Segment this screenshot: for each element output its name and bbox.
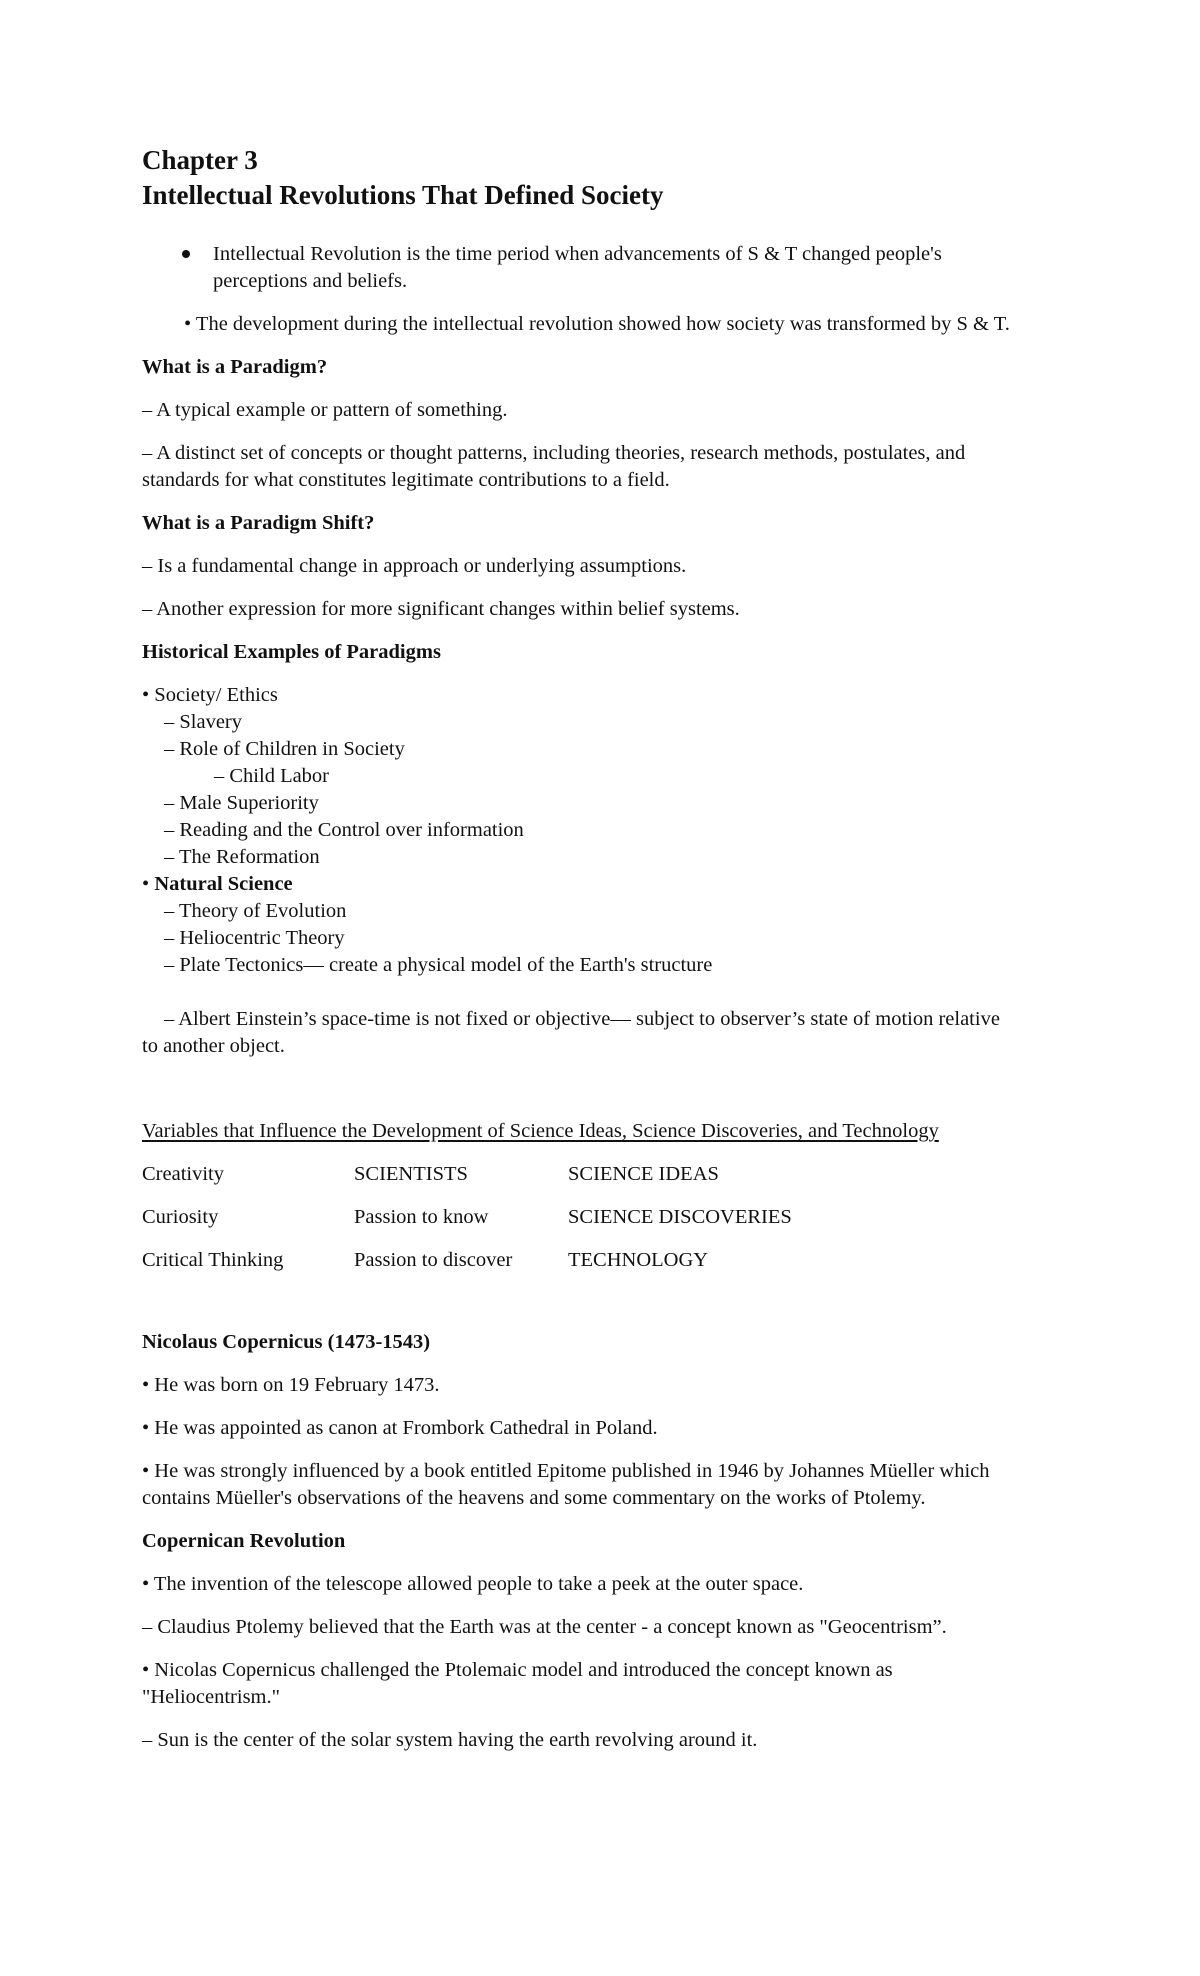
example-evolution: – Theory of Evolution — [164, 900, 347, 922]
intro-bullet-1-line-2: perceptions and beliefs. — [213, 270, 408, 292]
paradigm-shift-heading: What is a Paradigm Shift? — [142, 512, 375, 534]
paradigm-definition-2-line-2: standards for what constitutes legitimate contributions to a field. — [142, 469, 670, 491]
example-plate-tectonics: – Plate Tectonics— create a physical model of the Earth's structure — [164, 954, 713, 976]
table-cell: Critical Thinking — [142, 1249, 284, 1271]
example-reading: – Reading and the Control over information — [164, 819, 524, 841]
example-einstein-line-1: – Albert Einstein’s space-time is not fixed or objective— subject to observer’s state of motion relative — [164, 1008, 1000, 1030]
paradigm-shift-definition-1: – Is a fundamental change in approach or underlying assumptions. — [142, 555, 687, 577]
table-cell: Curiosity — [142, 1206, 219, 1228]
example-einstein-line-2: to another object. — [142, 1035, 285, 1057]
example-society: • Society/ Ethics — [142, 684, 278, 706]
chapter-label: Chapter 3 — [142, 145, 258, 175]
example-heliocentric: – Heliocentric Theory — [164, 927, 345, 949]
paradigm-definition-1: – A typical example or pattern of something. — [142, 399, 508, 421]
table-cell: TECHNOLOGY — [568, 1249, 709, 1271]
table-cell: Creativity — [142, 1163, 224, 1185]
intro-bullet-1-line-1: Intellectual Revolution is the time period when advancements of S & T changed people's — [213, 243, 942, 265]
variables-heading: Variables that Influence the Development of Science Ideas, Science Discoveries, and Technology — [142, 1120, 939, 1142]
revolution-heading: Copernican Revolution — [142, 1530, 346, 1552]
copernicus-heading: Nicolaus Copernicus (1473-1543) — [142, 1331, 431, 1353]
copernicus-born: • He was born on 19 February 1473. — [142, 1374, 440, 1396]
table-cell: Passion to discover — [354, 1249, 513, 1271]
revolution-nicolas-line-2: "Heliocentrism." — [142, 1686, 280, 1708]
example-slavery: – Slavery — [164, 711, 242, 733]
example-male-superiority: – Male Superiority — [164, 792, 319, 814]
table-cell: SCIENTISTS — [354, 1163, 468, 1185]
natural-science-bullet: • — [142, 873, 155, 895]
table-cell: SCIENCE DISCOVERIES — [568, 1206, 792, 1228]
revolution-sun: – Sun is the center of the solar system having the earth revolving around it. — [142, 1729, 758, 1751]
example-children: – Role of Children in Society — [164, 738, 405, 760]
paradigm-shift-definition-2: – Another expression for more significant changes within belief systems. — [142, 598, 740, 620]
example-reformation: – The Reformation — [164, 846, 320, 868]
paradigm-definition-2-line-1: – A distinct set of concepts or thought patterns, including theories, research methods, postulates, and — [142, 442, 966, 464]
example-child-labor: – Child Labor — [214, 765, 330, 787]
examples-heading: Historical Examples of Paradigms — [142, 641, 441, 663]
copernicus-canon: • He was appointed as canon at Frombork Cathedral in Poland. — [142, 1417, 658, 1439]
example-natural-science — [142, 871, 293, 897]
paradigm-heading: What is a Paradigm? — [142, 356, 328, 378]
revolution-telescope: • The invention of the telescope allowed people to take a peek at the outer space. — [142, 1573, 804, 1595]
revolution-nicolas-line-1: • Nicolas Copernicus challenged the Ptolemaic model and introduced the concept known as — [142, 1659, 893, 1681]
revolution-ptolemy: – Claudius Ptolemy believed that the Earth was at the center - a concept known as "Geocentrism”. — [142, 1616, 947, 1638]
copernicus-influence-line-1: • He was strongly influenced by a book entitled Epitome published in 1946 by Johannes Müeller which — [142, 1460, 990, 1482]
chapter-title: Intellectual Revolutions That Defined Society — [142, 180, 664, 210]
table-cell: SCIENCE IDEAS — [568, 1163, 719, 1185]
natural-science-label: Natural Science — [154, 873, 293, 895]
intro-bullet-2: • The development during the intellectual revolution showed how society was transformed by S & T. — [184, 313, 1010, 335]
bullet-dot — [182, 250, 190, 258]
copernicus-influence-line-2: contains Müeller's observations of the heavens and some commentary on the works of Ptolemy. — [142, 1487, 926, 1509]
table-cell: Passion to know — [354, 1206, 489, 1228]
